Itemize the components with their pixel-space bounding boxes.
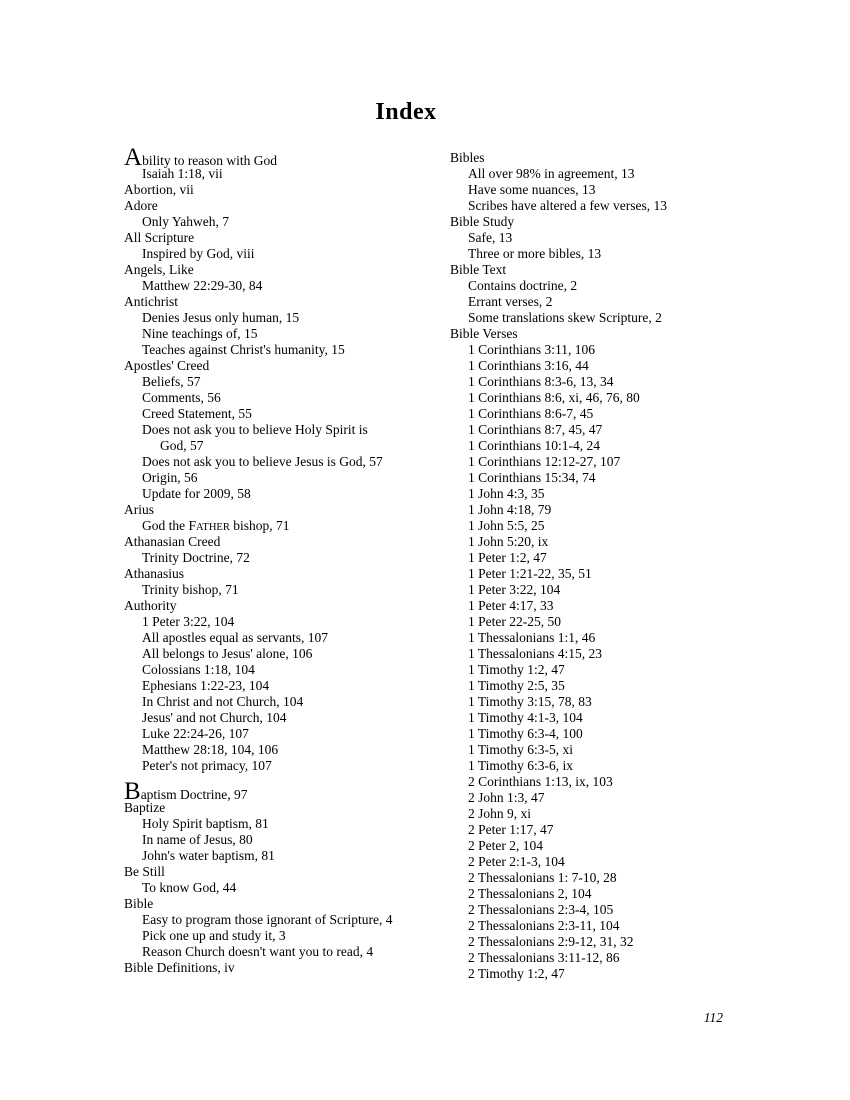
index-entry [124, 518, 392, 534]
index-entry: Athanasian Creed [124, 534, 221, 549]
index-entry: Jesus' and not Church, 104 [142, 710, 287, 725]
index-entry: 2 Thessalonians 2, 104 [468, 886, 592, 901]
index-entry: Bible Verses [450, 326, 518, 341]
index-entry: Does not ask you to believe Holy Spirit is [142, 422, 368, 437]
index-entry: Isaiah 1:18, vii [142, 166, 223, 181]
index-entry: All over 98% in agreement, 13 [468, 166, 635, 181]
index-entry: In Christ and not Church, 104 [142, 694, 304, 709]
index-entry: Abortion, vii [124, 182, 194, 197]
index-entry: Teaches against Christ's humanity, 15 [142, 342, 345, 357]
index-entry: 2 John 9, xi [468, 806, 532, 821]
index-entry: 1 Timothy 6:3-4, 100 [468, 726, 583, 741]
index-entry: 1 John 4:18, 79 [468, 502, 552, 517]
smallcaps-text: ATHER [196, 522, 230, 533]
index-entry: Bible Text [450, 262, 507, 277]
index-entry: 1 Timothy 6:3-6, ix [468, 758, 574, 773]
index-entry: John's water baptism, 81 [142, 848, 275, 863]
index-entry: Does not ask you to believe Jesus is God, 57 [142, 454, 383, 469]
index-entry: Only Yahweh, 7 [142, 214, 230, 229]
index-entry: Safe, 13 [468, 230, 513, 245]
index-entry: 1 Peter 1:21-22, 35, 51 [468, 566, 592, 581]
index-entry: Colossians 1:18, 104 [142, 662, 255, 677]
index-entry: Three or more bibles, 13 [468, 246, 602, 261]
index-entry: 1 John 4:3, 35 [468, 486, 545, 501]
page-title: Index [375, 99, 437, 125]
index-entry: Nine teachings of, 15 [142, 326, 258, 341]
index-entry: 1 Thessalonians 1:1, 46 [468, 630, 596, 645]
index-entry: Scribes have altered a few verses, 13 [468, 198, 668, 213]
index-entry: 1 Peter 3:22, 104 [468, 582, 561, 597]
index-entry: 1 Corinthians 12:12-27, 107 [468, 454, 621, 469]
index-entry: Be Still [124, 864, 165, 879]
index-entry: 1 Corinthians 3:16, 44 [468, 358, 589, 373]
index-entry: 1 Timothy 2:5, 35 [468, 678, 565, 693]
index-entry: 2 Thessalonians 2:3-4, 105 [468, 902, 614, 917]
index-entry: 1 Corinthians 8:6, xi, 46, 76, 80 [468, 390, 640, 405]
index-entry: Luke 22:24-26, 107 [142, 726, 249, 741]
index-entry: Errant verses, 2 [468, 294, 553, 309]
index-entry: 1 Thessalonians 4:15, 23 [468, 646, 602, 661]
index-entry: Update for 2009, 58 [142, 486, 251, 501]
index-entry: Denies Jesus only human, 15 [142, 310, 300, 325]
index-entry: Bibles [450, 150, 485, 165]
index-entry: Ability to reason with God [124, 144, 278, 171]
index-entry: Authority [124, 598, 177, 613]
index-entry: Ephesians 1:22-23, 104 [142, 678, 270, 693]
index-entry: Adore [124, 198, 158, 213]
index-entry: 2 Corinthians 1:13, ix, 103 [468, 774, 613, 789]
index-entry: Athanasius [124, 566, 184, 581]
index-entry: God, 57 [160, 438, 204, 453]
index-entry: 1 Peter 1:2, 47 [468, 550, 547, 565]
index-entry: 1 Peter 22-25, 50 [468, 614, 561, 629]
section-dropcap-letter: B [124, 778, 141, 805]
index-entry: 1 Corinthians 15:34, 74 [468, 470, 596, 485]
section-dropcap-letter: A [124, 144, 143, 171]
index-entry: 1 John 5:20, ix [468, 534, 549, 549]
index-entry: 1 Corinthians 8:7, 45, 47 [468, 422, 603, 437]
index-entry: Antichrist [124, 294, 178, 309]
index-entry: 1 Timothy 3:15, 78, 83 [468, 694, 592, 709]
index-column-left [124, 144, 393, 976]
index-entry: Baptize [124, 800, 166, 815]
index-entry: Comments, 56 [142, 390, 221, 405]
index-entry: Have some nuances, 13 [468, 182, 596, 197]
index-entry: Reason Church doesn't want you to read, 4 [142, 944, 374, 959]
entry-text: bishop, 71 [229, 518, 290, 533]
index-entry: 1 Corinthians 3:11, 106 [468, 342, 595, 357]
index-entry: Bible [124, 896, 154, 911]
index-entry: 1 Timothy 6:3-5, xi [468, 742, 574, 757]
index-entry: Trinity bishop, 71 [142, 582, 239, 597]
index-entry: Easy to program those ignorant of Scripture, 4 [142, 912, 393, 927]
index-entry: Baptism Doctrine, 97 [124, 778, 248, 805]
index-entry: Trinity Doctrine, 72 [142, 550, 250, 565]
index-entry: Matthew 28:18, 104, 106 [142, 742, 279, 757]
index-entry: Apostles' Creed [124, 358, 210, 373]
index-entry: 2 Thessalonians 2:9-12, 31, 32 [468, 934, 634, 949]
index-entry: Matthew 22:29-30, 84 [142, 278, 263, 293]
index-entry: 1 Corinthians 8:3-6, 13, 34 [468, 374, 614, 389]
page-number: 112 [703, 1010, 723, 1025]
index-column-right [450, 150, 667, 982]
index-entry: 1 Peter 3:22, 104 [142, 614, 235, 629]
entry-text: God the F [142, 518, 196, 533]
index-entry: Arius [124, 502, 154, 517]
index-entry: Origin, 56 [142, 470, 198, 485]
index-entry: 1 Timothy 1:2, 47 [468, 662, 565, 677]
index-entry: 2 Thessalonians 3:11-12, 86 [468, 950, 620, 965]
index-entry: 2 Peter 2:1-3, 104 [468, 854, 565, 869]
index-entry: To know God, 44 [142, 880, 237, 895]
index-entry: 2 Thessalonians 1: 7-10, 28 [468, 870, 617, 885]
index-entry: Bible Definitions, iv [124, 960, 235, 975]
index-entry: Contains doctrine, 2 [468, 278, 578, 293]
index-entry: 2 Thessalonians 2:3-11, 104 [468, 918, 620, 933]
index-entry: Peter's not primacy, 107 [142, 758, 272, 773]
index-entry: 2 Peter 1:17, 47 [468, 822, 554, 837]
index-entry: All belongs to Jesus' alone, 106 [142, 646, 313, 661]
index-entry: All Scripture [124, 230, 195, 245]
index-entry: All apostles equal as servants, 107 [142, 630, 328, 645]
index-entry: Holy Spirit baptism, 81 [142, 816, 269, 831]
index-entry: In name of Jesus, 80 [142, 832, 253, 847]
index-entry: Inspired by God, viii [142, 246, 255, 261]
index-entry: Creed Statement, 55 [142, 406, 252, 421]
index-entry: 1 Timothy 4:1-3, 104 [468, 710, 583, 725]
index-entry: 2 Timothy 1:2, 47 [468, 966, 565, 981]
index-entry: 1 Corinthians 8:6-7, 45 [468, 406, 594, 421]
index-entry: Beliefs, 57 [142, 374, 201, 389]
index-entry: 2 Peter 2, 104 [468, 838, 543, 853]
index-entry: 1 Corinthians 10:1-4, 24 [468, 438, 600, 453]
index-entry: Some translations skew Scripture, 2 [468, 310, 662, 325]
index-entry: Bible Study [450, 214, 515, 229]
index-entry: Angels, Like [124, 262, 194, 277]
index-entry: 1 John 5:5, 25 [468, 518, 545, 533]
index-entry: Pick one up and study it, 3 [142, 928, 286, 943]
index-entry: 1 Peter 4:17, 33 [468, 598, 554, 613]
index-entry: 2 John 1:3, 47 [468, 790, 545, 805]
